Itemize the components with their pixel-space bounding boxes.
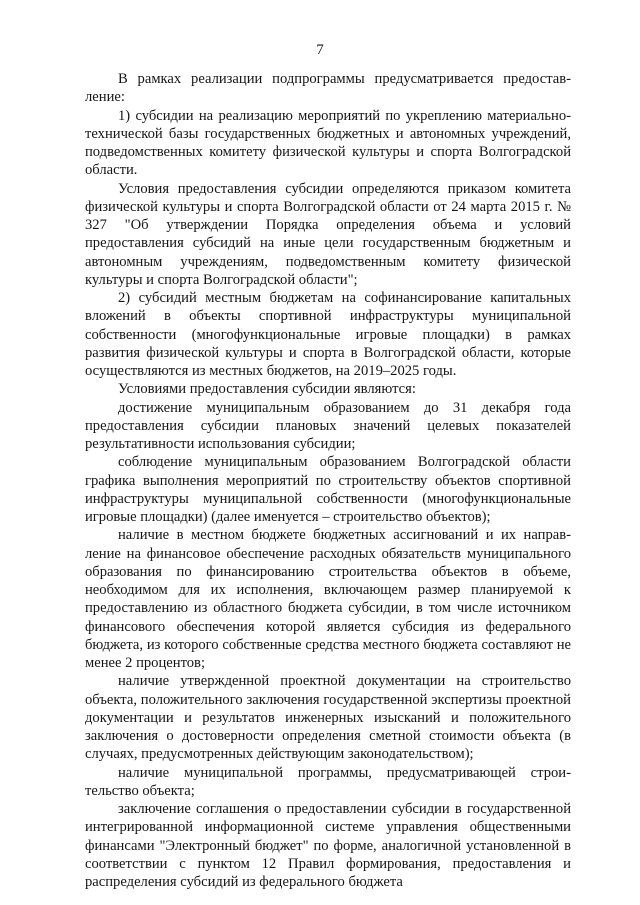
paragraph-intro: В рамках реализации подпрограммы предусматривается предоставление: (85, 71, 571, 106)
paragraph-condition-budget: наличие в местном бюджете бюджетных ассигнований и их направление на финансовое обеспечение расходных обязательств муниципального образования по финансированию строительства объектов в объеме, необходимом для их исполнения, включающем размер планируемой к предоставлению из областного бюджета субсидии, в том числе источником финансового обеспечения которой является субсидия из федерального бюджета, из которого собственные средства местного бюджета составляют не менее 2 процентов; (85, 527, 571, 671)
body-text (85, 70, 571, 891)
paragraph-condition-agreement: заключение соглашения о предоставлении субсидии в государственной интегрированной информационной системе управления общественными финансами "Электронный бюджет" по форме, аналогичной установленной в соответствии с пунктом 12 Правил формирования, предоставления и распределения субсидий из федерального бюджета (85, 801, 571, 890)
paragraph-condition-documentation: наличие утвержденной проектной документации на строительство объекта, положительного заключения государственной экспертизы проектной документации и результатов инженерных изысканий и положительного заключения о достоверности определения сметной стоимости объекта (в случаях, предусмотренных действующим законодательством); (85, 673, 571, 763)
paragraph-condition-schedule: соблюдение муниципальным образованием Волгоградской области графика выполнения мероприятий по строительству объектов спортивной инфраструктуры муниципальной собственности (многофункциональные игровые площадки) (далее именуется – строительство объектов); (85, 454, 571, 525)
paragraph-conditions-heading: Условиями предоставления субсидии являются: (118, 381, 416, 398)
paragraph-conditions-order: Условия предоставления субсидии определяются приказом комитета физической культуры и спорта Волгоградской области от 24 марта 2015 г. № 327 "Об утверждении Порядка определения объема и условий предоставления субсидий на иные цели государственным бюджетным и автономным учреждениям, подведомственным комитету физической культуры и спорта Волгоградской области"; (85, 180, 571, 288)
paragraph-condition-program: наличие муниципальной программы, предусматривающей строительство объекта; (85, 764, 571, 799)
page-number: 7 (316, 42, 324, 58)
paragraph-item-1: 1) субсидии на реализацию мероприятий по укреплению материально-технической базы государственных бюджетных и автономных учреждений, подведомственных комитету физической культуры и спорта Волгоградской области. (85, 107, 571, 179)
paragraph-item-2: 2) субсидий местным бюджетам на софинансирование капитальных вложений в объекты спортивной инфраструктуры муниципальной собственности (многофункциональные игровые площадки) в рамках развития физической культуры и спорта в Волгоградской области, которые осуществляются из местных бюджетов, на 2019–2025 годы. (85, 290, 571, 379)
paragraph-condition-targets: достижение муниципальным образованием до 31 декабря года предоставления субсидии плановых значений целевых показателей результативности использования субсидии; (85, 399, 571, 452)
